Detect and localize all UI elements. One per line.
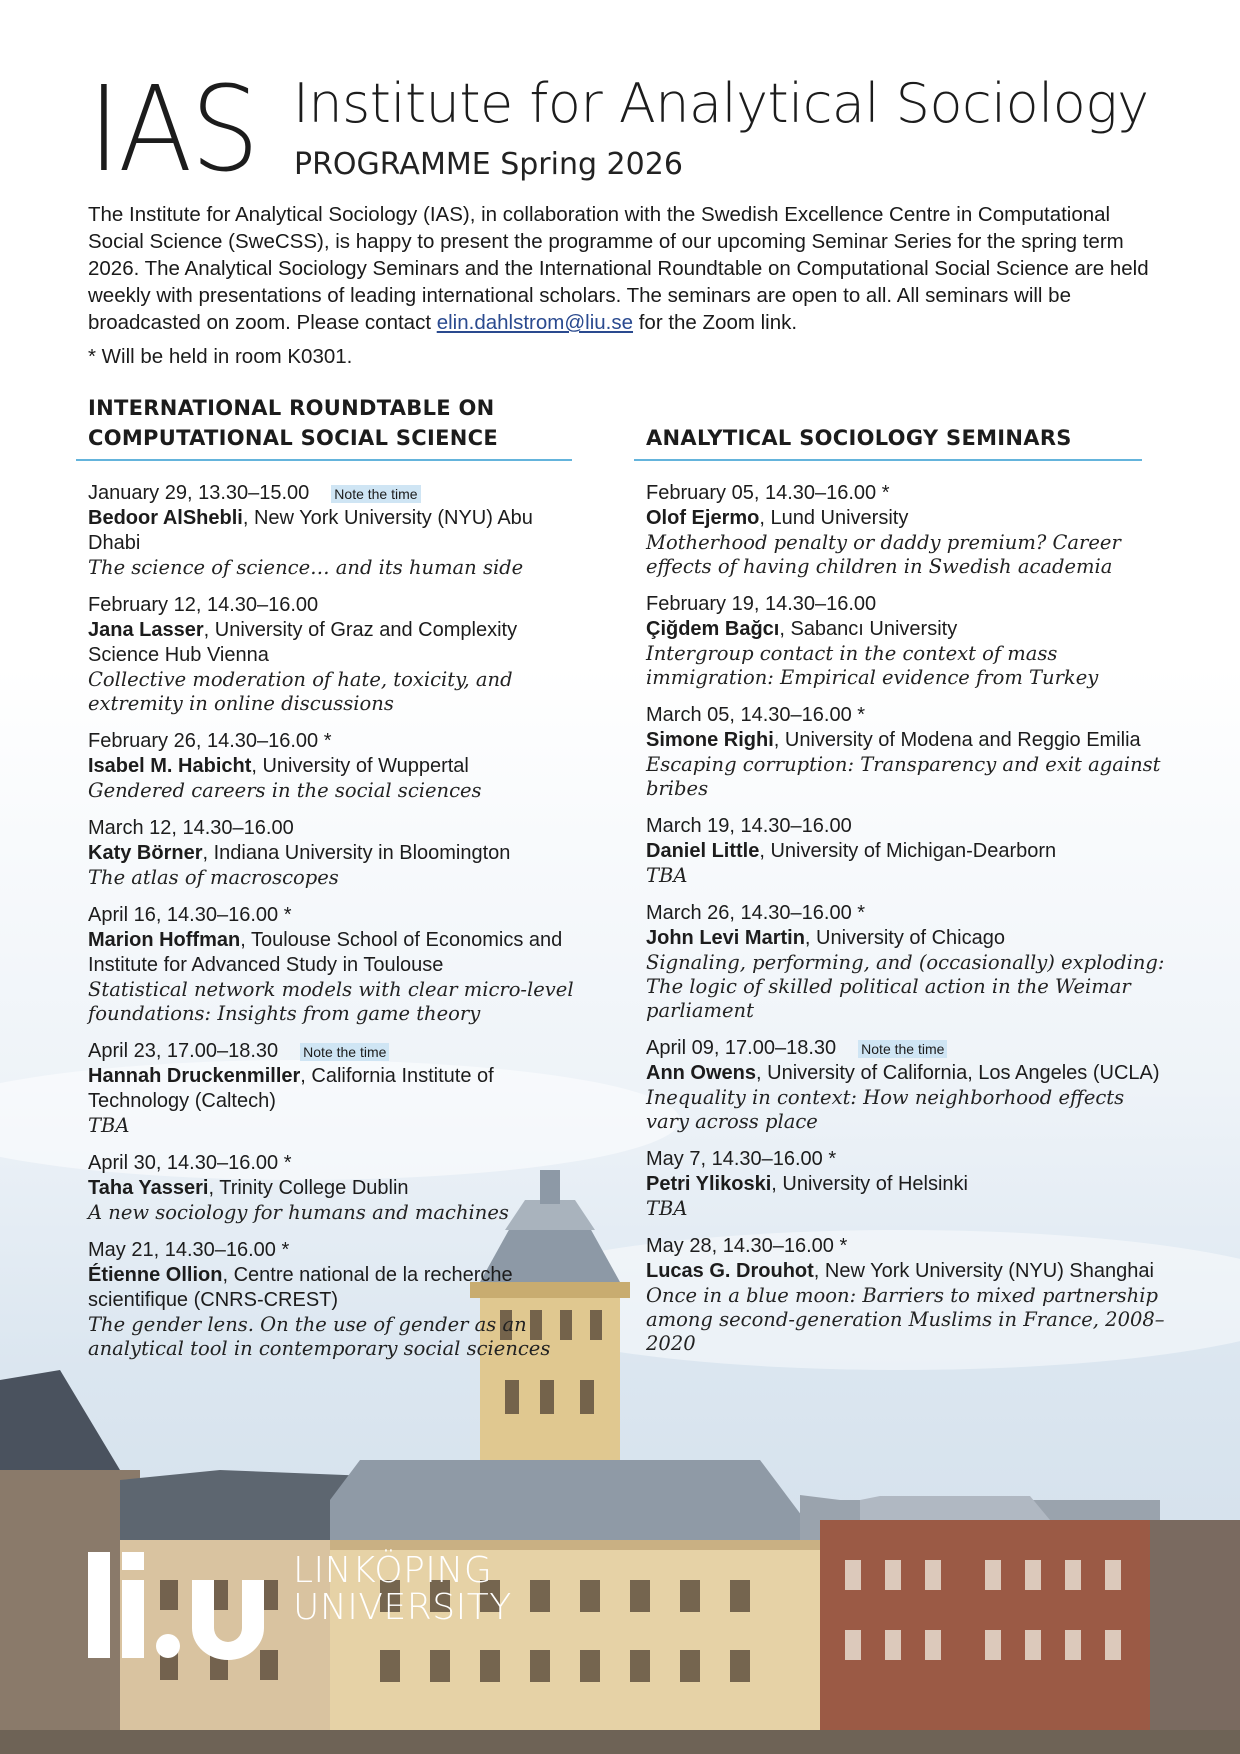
event-date-text: February 05, 14.30–16.00 * xyxy=(646,482,890,504)
speaker-affiliation: , Trinity College Dublin xyxy=(208,1177,409,1199)
speaker-affiliation: , Sabancı University xyxy=(779,618,958,640)
event-speaker xyxy=(646,1061,1166,1086)
speaker-name: Simone Righi xyxy=(646,729,774,751)
talk-title: Signaling, performing, and (occasionally) exploding: The logic of skilled political action in the Weimar parliament xyxy=(646,951,1165,1022)
speaker-affiliation: , University of Modena and Reggio Emilia xyxy=(773,729,1141,751)
linkoping-university-logo xyxy=(88,1550,512,1665)
event-speaker xyxy=(88,754,588,779)
talk-title: The gender lens. On the use of gender as an analytical tool in contemporary social sciences xyxy=(88,1313,551,1360)
speaker-name: Isabel M. Habicht xyxy=(88,755,252,777)
speaker-name: Katy Börner xyxy=(88,842,203,864)
event-item xyxy=(88,593,588,716)
event-speaker xyxy=(88,1064,588,1114)
event-date xyxy=(646,1234,1166,1259)
event-date-text: January 29, 13.30–15.00 xyxy=(88,482,310,504)
heading-line-2: ANALYTICAL SOCIOLOGY SEMINARS xyxy=(646,426,1072,450)
speaker-name: Ann Owens xyxy=(646,1062,757,1084)
talk-title: Once in a blue moon: Barriers to mixed partnership among second-generation Muslims in France, 2008–2020 xyxy=(646,1284,1165,1355)
event-date-text: March 12, 14.30–16.00 xyxy=(88,817,294,839)
event-item xyxy=(646,1036,1166,1134)
event-speaker xyxy=(646,1172,1166,1197)
talk-title: TBA xyxy=(646,864,688,887)
event-date-text: March 26, 14.30–16.00 * xyxy=(646,902,866,924)
event-date-text: April 23, 17.00–18.30 xyxy=(88,1040,279,1062)
speaker-affiliation: , New York University (NYU) Abu Dhabi xyxy=(88,507,533,554)
event-date-text: February 12, 14.30–16.00 xyxy=(88,594,319,616)
speaker-name: Daniel Little xyxy=(646,840,760,862)
event-date xyxy=(646,703,1166,728)
speaker-affiliation: , University of Graz and Complexity Science Hub Vienna xyxy=(88,619,518,666)
intro-text-end: for the Zoom link. xyxy=(638,311,798,334)
talk-title: Motherhood penalty or daddy premium? Career effects of having children in Swedish academia xyxy=(646,531,1121,578)
event-item xyxy=(646,481,1166,579)
event-item xyxy=(646,592,1166,690)
note-the-time-badge: Note the time xyxy=(300,1043,389,1061)
speaker-name: Olof Ejermo xyxy=(646,507,760,529)
roundtable-column xyxy=(88,393,588,1374)
event-speaker xyxy=(646,926,1166,951)
speaker-affiliation: , California Institute of Technology (Caltech) xyxy=(88,1065,494,1112)
event-item xyxy=(88,1039,588,1138)
event-item xyxy=(88,903,588,1026)
event-date xyxy=(88,593,588,618)
speaker-affiliation: , Indiana University in Bloomington xyxy=(202,842,511,864)
talk-title: A new sociology for humans and machines xyxy=(88,1201,509,1224)
event-date xyxy=(646,1036,1166,1061)
talk-title: TBA xyxy=(88,1114,130,1137)
event-item xyxy=(88,1238,588,1361)
talk-title: TBA xyxy=(646,1197,688,1220)
roundtable-heading xyxy=(88,393,588,453)
liu-logo-mark xyxy=(88,1552,278,1660)
speaker-affiliation: , University of Michigan-Dearborn xyxy=(759,840,1057,862)
talk-title: Escaping corruption: Transparency and exit against bribes xyxy=(646,753,1161,800)
talk-title: The atlas of macroscopes xyxy=(88,866,339,889)
institute-title: Institute for Analytical Sociology xyxy=(293,72,1149,135)
event-item xyxy=(88,729,588,803)
event-date xyxy=(646,1147,1166,1172)
speaker-name: Marion Hoffman xyxy=(88,929,241,951)
heading-line-1: INTERNATIONAL ROUNDTABLE ON xyxy=(88,396,495,420)
contact-email-link[interactable]: elin.dahlstrom@liu.se xyxy=(436,311,634,334)
speaker-affiliation: , University of Helsinki xyxy=(771,1173,968,1195)
note-the-time-badge: Note the time xyxy=(858,1040,947,1058)
event-speaker xyxy=(646,839,1166,864)
speaker-name: Taha Yasseri xyxy=(88,1177,209,1199)
event-date-text: April 09, 17.00–18.30 xyxy=(646,1037,837,1059)
event-item xyxy=(88,481,588,580)
speaker-name: Jana Lasser xyxy=(88,619,204,641)
event-date-text: April 16, 14.30–16.00 * xyxy=(88,904,292,926)
room-note: * Will be held in room K0301. xyxy=(88,345,353,368)
heading-divider xyxy=(634,459,1142,461)
event-date xyxy=(88,729,588,754)
speaker-name: Bedoor AlShebli xyxy=(88,507,243,529)
event-list xyxy=(646,481,1166,1356)
programme-title: PROGRAMME Spring 2026 xyxy=(294,147,683,182)
event-speaker xyxy=(88,1176,588,1201)
event-speaker xyxy=(88,506,588,556)
event-date xyxy=(88,481,588,506)
talk-title: Inequality in context: How neighborhood effects vary across place xyxy=(646,1086,1125,1133)
ias-logo: IAS xyxy=(88,60,258,198)
speaker-affiliation: , New York University (NYU) Shanghai xyxy=(813,1260,1154,1282)
event-item xyxy=(646,703,1166,801)
event-item xyxy=(88,1151,588,1225)
event-list xyxy=(88,481,588,1361)
event-date xyxy=(646,901,1166,926)
event-date-text: February 19, 14.30–16.00 xyxy=(646,593,877,615)
event-date xyxy=(88,903,588,928)
event-date xyxy=(88,1039,588,1064)
speaker-name: Lucas G. Drouhot xyxy=(646,1260,814,1282)
event-item xyxy=(646,1147,1166,1221)
event-item xyxy=(646,901,1166,1023)
event-date-text: May 28, 14.30–16.00 * xyxy=(646,1235,848,1257)
speaker-affiliation: , University of California, Los Angeles (UCLA) xyxy=(756,1062,1160,1084)
talk-title: Intergroup contact in the context of mass immigration: Empirical evidence from Turkey xyxy=(646,642,1099,689)
event-date-text: March 05, 14.30–16.00 * xyxy=(646,704,866,726)
talk-title: Statistical network models with clear micro-level foundations: Insights from game theory xyxy=(88,978,574,1025)
heading-line-2: COMPUTATIONAL SOCIAL SCIENCE xyxy=(88,426,499,450)
talk-title: Collective moderation of hate, toxicity, and extremity in online discussions xyxy=(88,668,513,715)
note-the-time-badge: Note the time xyxy=(331,485,420,503)
event-speaker xyxy=(88,841,588,866)
intro-paragraph xyxy=(88,201,1168,336)
event-speaker xyxy=(646,617,1166,642)
event-item xyxy=(646,1234,1166,1356)
speaker-affiliation: , Toulouse School of Economics and Institute for Advanced Study in Toulouse xyxy=(88,929,563,976)
university-name xyxy=(293,1552,512,1626)
event-speaker xyxy=(88,618,588,668)
event-date-text: May 7, 14.30–16.00 * xyxy=(646,1148,837,1170)
intro-text: The Institute for Analytical Sociology (IAS), in collaboration with the Swedish Excellence Centre in Computational Social Science (SweCSS), is happy to present the programme of our upcoming Seminar Series for the spring term 2026. The Analytical Sociology Seminars and the International Roundtable on Computational Social Science are held weekly with presentations of leading international scholars. The seminars are open to all. All seminars will be broadcasted on zoom. Please contact xyxy=(88,203,1149,334)
event-date xyxy=(646,814,1166,839)
event-date-text: May 21, 14.30–16.00 * xyxy=(88,1239,290,1261)
talk-title: Gendered careers in the social sciences xyxy=(88,779,482,802)
event-speaker xyxy=(646,728,1166,753)
speaker-name: Çiğdem Bağcı xyxy=(646,618,780,640)
event-date xyxy=(646,481,1166,506)
speaker-name: Étienne Ollion xyxy=(88,1264,223,1286)
speaker-name: Hannah Druckenmiller xyxy=(88,1065,301,1087)
event-item xyxy=(88,816,588,890)
university-name-line-1: LINKÖPING xyxy=(293,1550,493,1591)
speaker-affiliation: , University of Chicago xyxy=(804,927,1005,949)
seminars-heading xyxy=(646,393,1166,453)
event-speaker xyxy=(646,506,1166,531)
speaker-name: Petri Ylikoski xyxy=(646,1173,772,1195)
event-speaker xyxy=(646,1259,1166,1284)
speaker-affiliation: , Lund University xyxy=(759,507,909,529)
university-name-line-2: UNIVERSITY xyxy=(293,1587,512,1628)
speaker-name: John Levi Martin xyxy=(646,927,805,949)
speaker-affiliation: , Centre national de la recherche scientifique (CNRS-CREST) xyxy=(88,1264,513,1311)
event-date xyxy=(88,816,588,841)
event-speaker xyxy=(88,928,588,978)
talk-title: The science of science… and its human side xyxy=(88,556,524,579)
event-date xyxy=(646,592,1166,617)
event-date xyxy=(88,1238,588,1263)
event-speaker xyxy=(88,1263,588,1313)
seminars-column xyxy=(646,393,1166,1369)
event-date-text: February 26, 14.30–16.00 * xyxy=(88,730,332,752)
event-date-text: March 19, 14.30–16.00 xyxy=(646,815,852,837)
speaker-affiliation: , University of Wuppertal xyxy=(251,755,469,777)
event-date xyxy=(88,1151,588,1176)
event-date-text: April 30, 14.30–16.00 * xyxy=(88,1152,292,1174)
event-item xyxy=(646,814,1166,888)
heading-divider xyxy=(76,459,572,461)
